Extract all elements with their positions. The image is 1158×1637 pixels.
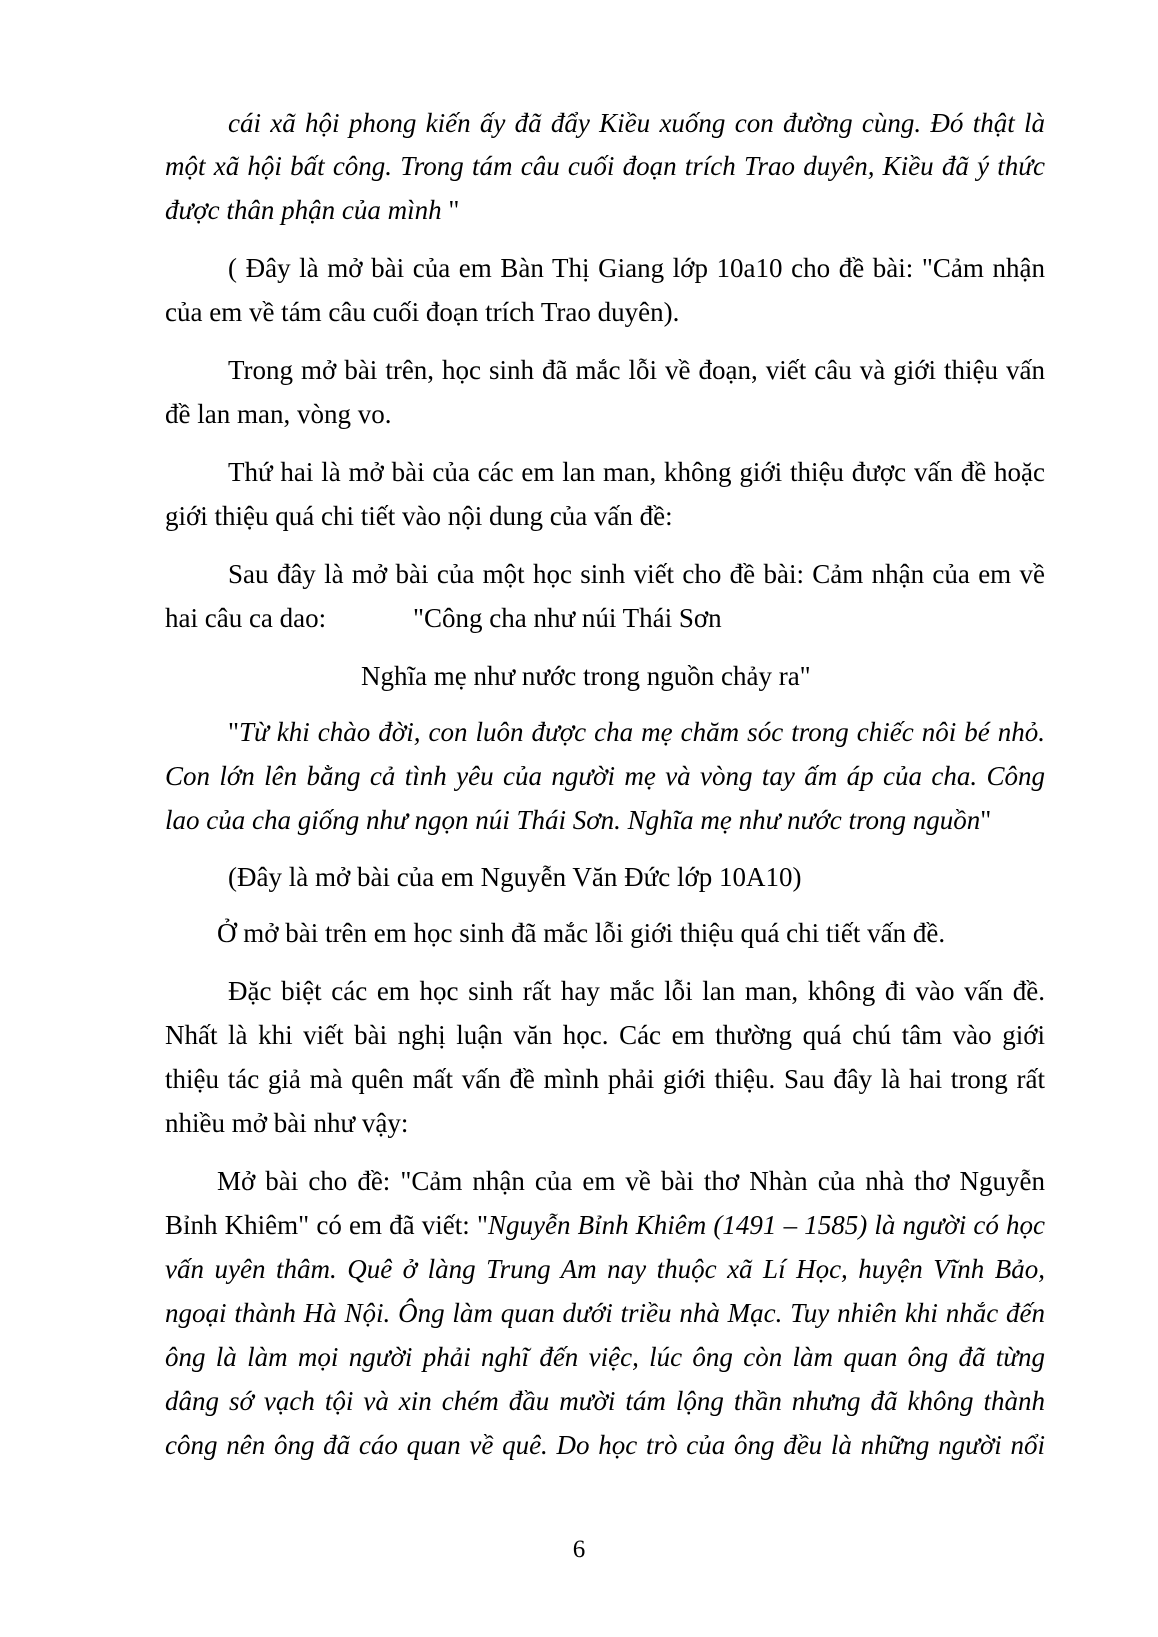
text-line: Sau đây là mở bài của một học sinh viết cho đề bài: Cảm nhận của em về <box>228 559 1045 589</box>
text-line: ngoại thành Hà Nội. Ông làm quan dưới triều nhà Mạc. Tuy nhiên khi nhắc đến <box>165 1298 1045 1328</box>
text-line: Đặc biệt các em học sinh rất hay mắc lỗi lan man, không đi vào vấn đề. <box>228 976 1045 1006</box>
text-line <box>165 602 1045 634</box>
text-fragment: hai câu ca dao: <box>165 603 327 633</box>
quote-text: được thân phận của mình <box>165 195 442 225</box>
text-line <box>165 194 1045 226</box>
text-line: Nhất là khi viết bài nghị luận văn học. Các em thường quá chú tâm vào giới <box>165 1020 1045 1050</box>
text-line: giới thiệu quá chi tiết vào nội dung của vấn đề: <box>165 501 673 531</box>
text-line: của em về tám câu cuối đoạn trích Trao duyên). <box>165 297 680 327</box>
text-line <box>165 804 1045 836</box>
text-line: ông là làm mọi người phải nghĩ đến việc, lúc ông còn làm quan ông đã từng <box>165 1342 1045 1372</box>
quote-mark: " <box>228 717 240 747</box>
text-line: công nên ông đã cáo quan về quê. Do học trò của ông đều là những người nổi <box>165 1430 1045 1460</box>
text-line: vấn uyên thâm. Quê ở làng Trung Am nay thuộc xã Lí Học, huyện Vĩnh Bảo, <box>165 1254 1045 1284</box>
text-line: dâng sớ vạch tội và xin chém đầu mười tám lộng thần nhưng đã không thành <box>165 1386 1045 1416</box>
quote-text: lao của cha giống như ngọn núi Thái Sơn. Nghĩa mẹ như nước trong nguồn <box>165 805 981 835</box>
text-line: thiệu tác giả mà quên mất vấn đề mình phải giới thiệu. Sau đây là hai trong rất <box>165 1064 1045 1094</box>
quote-text: Nguyễn Bỉnh Khiêm (1491 – 1585) là người có học <box>487 1210 1045 1240</box>
text-line: Mở bài cho đề: "Cảm nhận của em về bài thơ Nhàn của nhà thơ Nguyễn <box>217 1166 1045 1196</box>
text-line: Trong mở bài trên, học sinh đã mắc lỗi về đoạn, viết câu và giới thiệu vấn <box>228 355 1045 385</box>
text-line <box>165 1209 1045 1241</box>
quote-mark: " <box>980 805 992 835</box>
text-line: Thứ hai là mở bài của các em lan man, không giới thiệu được vấn đề hoặc <box>228 457 1045 487</box>
text-line: ( Đây là mở bài của em Bàn Thị Giang lớp 10a10 cho đề bài: "Cảm nhận <box>228 253 1045 283</box>
text-line: đề lan man, vòng vo. <box>165 399 392 429</box>
text-line: cái xã hội phong kiến ấy đã đẩy Kiều xuống con đường cùng. Đó thật là <box>228 108 1045 138</box>
text-line: một xã hội bất công. Trong tám câu cuối đoạn trích Trao duyên, Kiều đã ý thức <box>165 151 1045 181</box>
page-number: 6 <box>572 1536 586 1563</box>
text-line: (Đây là mở bài của em Nguyễn Văn Đức lớp 10A10) <box>228 862 802 892</box>
text-line: Con lớn lên bằng cả tình yêu của người mẹ và vòng tay ấm áp của cha. Công <box>165 761 1045 791</box>
text-line: nhiều mở bài như vậy: <box>165 1108 409 1138</box>
poem-line-2: Nghĩa mẹ như nước trong nguồn chảy ra" <box>361 661 811 691</box>
text-line <box>228 716 1045 748</box>
poem-line-1: "Công cha như núi Thái Sơn <box>413 603 722 633</box>
quote-mark: " <box>441 195 460 225</box>
text-fragment: Bỉnh Khiêm" có em đã viết: " <box>165 1210 488 1240</box>
quote-text: Từ khi chào đời, con luôn được cha mẹ chăm sóc trong chiếc nôi bé nhỏ. <box>239 717 1045 747</box>
text-line: Ở mở bài trên em học sinh đã mắc lỗi giới thiệu quá chi tiết vấn đề. <box>217 918 946 948</box>
